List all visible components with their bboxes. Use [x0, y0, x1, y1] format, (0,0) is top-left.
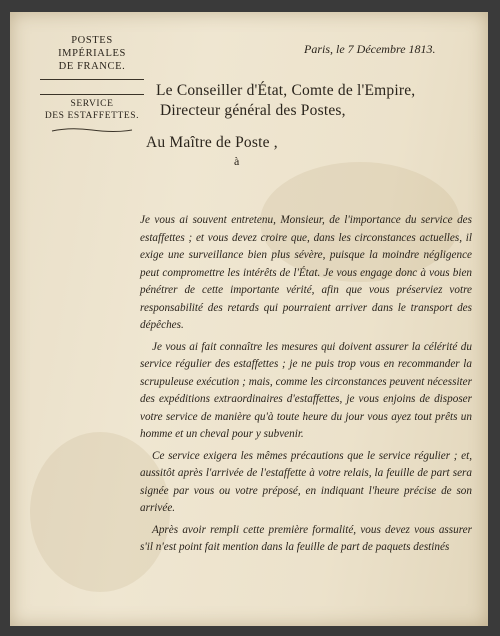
letter-date: Paris, le 7 Décembre 1813. — [304, 42, 436, 56]
body-paragraph: Je vous ai souvent entretenu, Monsieur, de l'importance du service des estaffettes ; et vous devez croire que, dans les circonstances actuelles, il exige une surveillance bien plus sévère, puisque la moindre négligence peut compromettre les intérêts de l'État. Je vous engage donc à vous bien pénétrer de cette importante vérité, afin que vous préserviez votre responsabilité des retards qui pourraient arriver dans le transport des dépêches. — [140, 214, 472, 331]
letter-page — [10, 12, 488, 626]
divider — [40, 79, 144, 80]
addressee-line: Au Maître de Poste , — [146, 134, 278, 151]
service-line: SERVICE — [70, 99, 114, 109]
org-line: POSTES — [71, 35, 113, 46]
flourish-divider — [50, 126, 134, 134]
body-paragraph: Ce service exigera les mêmes précautions que le service régulier ; et, aussitôt après l'arrivée de l'estaffette à votre relais, la feuille de part sera signée par vous ou votre préposé, en indiquant l'heure précise de son arrivée. — [140, 449, 472, 514]
service-header — [38, 98, 146, 122]
org-line: DE FRANCE. — [58, 61, 126, 72]
postal-authority-header — [38, 34, 146, 73]
body-paragraph: Je vous ai fait connaître les mesures qui doivent assurer la célérité du service régulier des estaffettes ; je ne puis trop vous en recommander la scrupuleuse exécution ; mais, comme les circonstances peuvent nécessiter des expéditions extraordinaires d'estaffettes, je vous enjoins de disposer votre service de manière qu'à toute heure du jour vous ayez tout prêts un homme et un cheval pour y subvenir. — [140, 340, 472, 440]
divider — [40, 94, 144, 95]
org-line: IMPÉRIALES — [58, 48, 126, 59]
body-paragraph: Après avoir rempli cette première formalité, vous devez vous assurer s'il n'est point fait mention dans la feuille de part de paquets destinés — [140, 523, 472, 553]
service-line: DES ESTAFFETTES. — [44, 111, 140, 121]
letter-subtitle: Directeur général des Postes, — [160, 102, 346, 119]
addressee-place: à — [234, 154, 240, 168]
letter-body — [140, 212, 472, 561]
letter-title: Le Conseiller d'État, Comte de l'Empire, — [156, 82, 416, 99]
